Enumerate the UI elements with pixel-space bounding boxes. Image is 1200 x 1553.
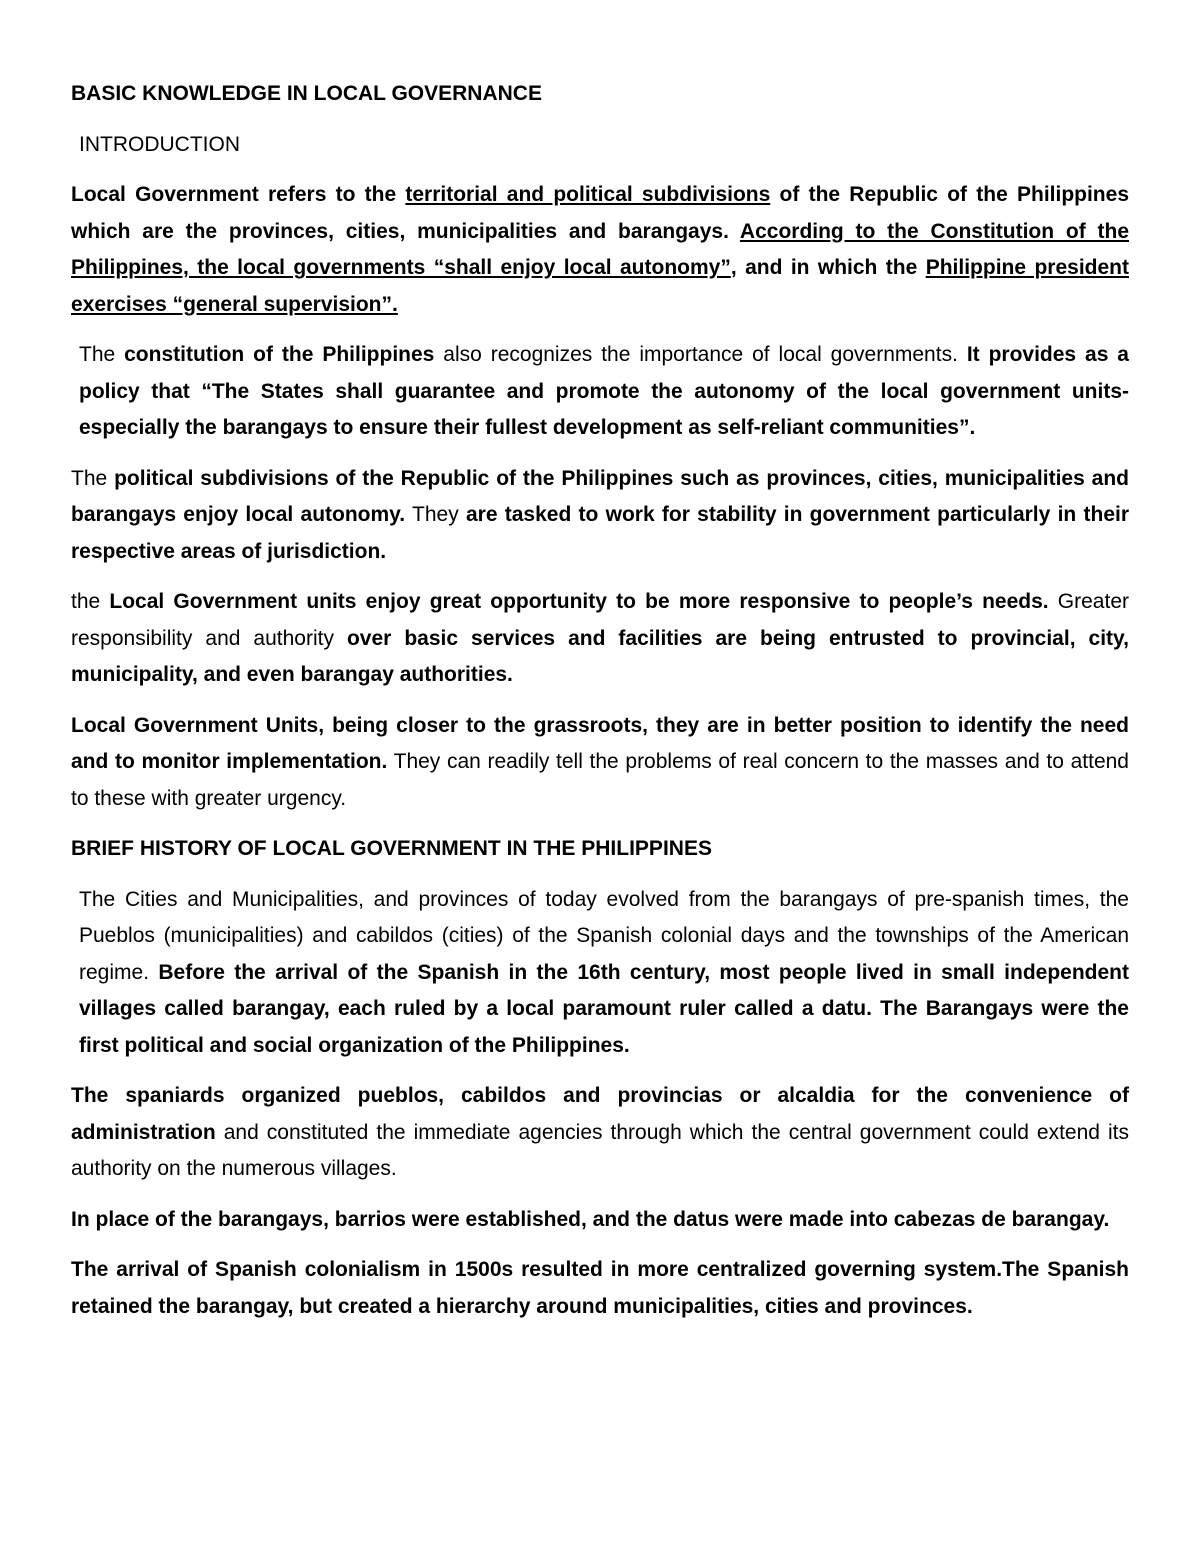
- text-span: Philippine president exercises “general supervision”.: [71, 256, 1129, 316]
- text-span: They can readily tell the problems of real concern to the masses and to attend to these with greater urgency.: [71, 750, 1129, 810]
- text-span: and constituted the immediate agencies through which the central government could extend its authority on the numerous villages.: [71, 1120, 1129, 1180]
- document-page: [71, 76, 1129, 1339]
- text-span: territorial and political subdivisions: [405, 183, 771, 206]
- text-span: political subdivisions of the Republic of the Philippines such as provinces, cities, municipalities and barangays enjoy local autonomy.: [71, 466, 1129, 526]
- text-span: According to the Constitution of the Philippines, the local governments “shall enjoy local autonomy”: [71, 219, 1129, 279]
- text-span: Greater responsibility and authority: [71, 590, 1129, 650]
- paragraph-evolution: [71, 882, 1129, 1065]
- text-span: Local Government refers to the: [71, 183, 406, 206]
- paragraph-grassroots: [71, 708, 1129, 818]
- text-span: also recognizes the importance of local governments.: [434, 343, 967, 366]
- text-span: Local Government units enjoy great opportunity to be more responsive to people’s needs.: [109, 590, 1049, 613]
- text-span: Before the arrival of the Spanish in the 16th century, most people lived in small independent villages called barangay, each ruled by a local paramount ruler called a datu. The Barangays were the first political and social organization of the Philippines.: [79, 960, 1129, 1057]
- text-span: The: [71, 466, 115, 490]
- introduction-heading: INTRODUCTION: [79, 132, 240, 156]
- paragraph-barrios: In place of the barangays, barrios were established, and the datus were made into cabezas de barangay.: [71, 1207, 1110, 1231]
- paragraph-political-subdivisions: [71, 461, 1129, 571]
- text-span: The: [79, 343, 125, 366]
- paragraph-lgu-opportunity: [71, 584, 1129, 694]
- text-span: of the Republic of the Philippines which are the provinces, cities, municipalities and barangays.: [71, 183, 1129, 243]
- text-span: , and in which the: [730, 256, 926, 279]
- text-span: The spaniards organized pueblos, cabildos and provincias or alcaldia for the convenience of administration: [71, 1084, 1129, 1144]
- text-span: over basic services and facilities are being entrusted to provincial, city, municipality, and even barangay authorities.: [71, 626, 1129, 686]
- text-span: Local Government Units, being closer to the grassroots, they are in better position to identify the need and to monitor implementation.: [71, 713, 1129, 773]
- text-span: They: [405, 503, 466, 526]
- paragraph-spanish-colonialism: The arrival of Spanish colonialism in 1500s resulted in more centralized governing system.The Spanish retained the barangay, but created a hierarchy around municipalities, cities and provinces.: [71, 1258, 1129, 1318]
- text-span: It provides as a policy that “The States shall guarantee and promote the autonomy of the local government units-especially the barangays to ensure their fullest development as self-reliant communities”.: [79, 343, 1129, 439]
- text-span: are tasked to work for stability in government particularly in their respective areas of jurisdiction.: [71, 503, 1130, 563]
- paragraph-constitution: [71, 337, 1129, 447]
- history-heading: BRIEF HISTORY OF LOCAL GOVERNMENT IN THE PHILIPPINES: [71, 837, 712, 860]
- paragraph-spaniards-organized: [71, 1078, 1129, 1188]
- text-span: the: [71, 590, 110, 613]
- document-title: BASIC KNOWLEDGE IN LOCAL GOVERNANCE: [71, 82, 542, 105]
- text-span: constitution of the Philippines: [124, 343, 435, 366]
- text-span: The Cities and Municipalities, and provinces of today evolved from the barangays of pre-spanish times, the Pueblos (municipalities) and cabildos (cities) of the Spanish colonial days and the townships of the American regime.: [79, 887, 1129, 984]
- paragraph-local-government-definition: [71, 177, 1129, 323]
